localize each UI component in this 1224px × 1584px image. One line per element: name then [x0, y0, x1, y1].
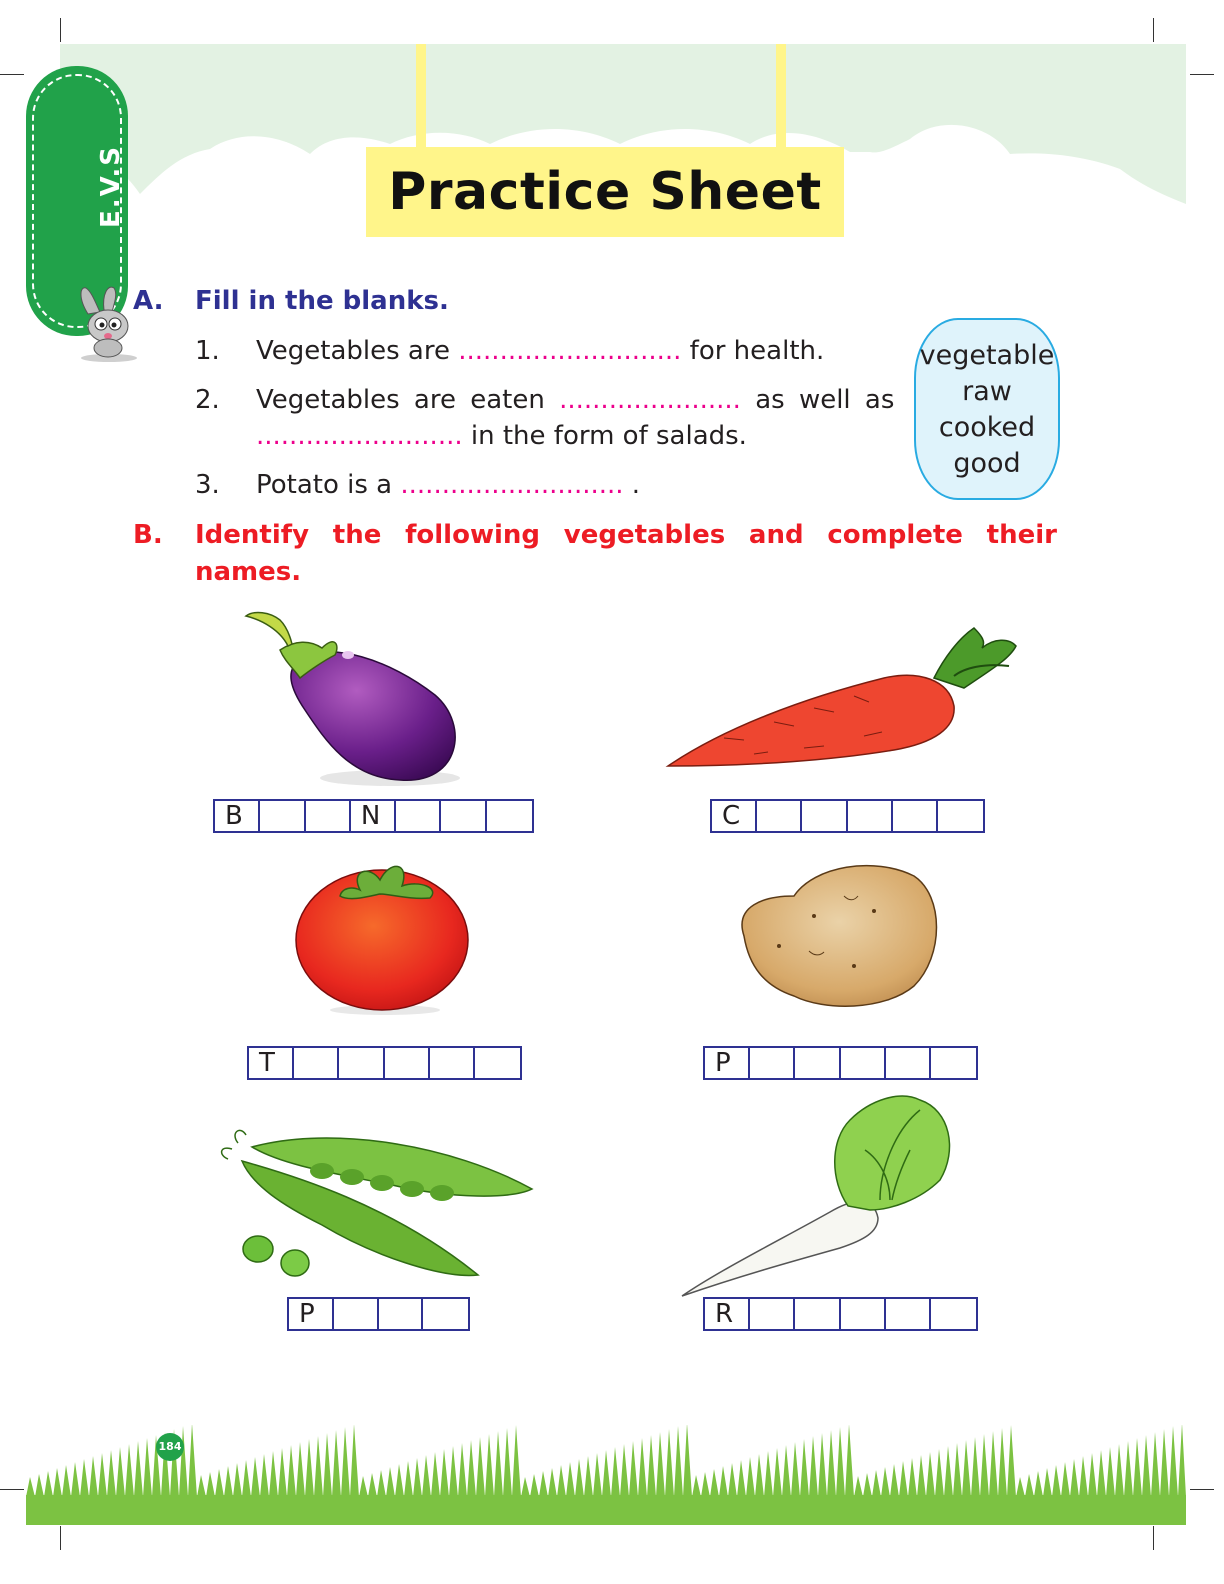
letter-cell[interactable] [294, 1048, 339, 1078]
radish-image [680, 1090, 960, 1300]
question-number: 2. [195, 385, 220, 415]
subject-tab-label: E.V.S [96, 144, 126, 228]
answer-boxes-brinjal [213, 799, 534, 833]
letter-cell[interactable] [841, 1299, 886, 1329]
section-b-heading: Identify the following vegetables and complete their [195, 520, 1057, 550]
letter-cell[interactable] [441, 801, 486, 831]
letter-cell[interactable]: P [705, 1048, 750, 1078]
letter-cell[interactable] [893, 801, 938, 831]
sign-hanger-right [776, 44, 786, 150]
potato-image [724, 856, 944, 1014]
letter-cell[interactable] [886, 1299, 931, 1329]
crop-mark [0, 74, 24, 75]
letter-cell[interactable]: R [705, 1299, 750, 1329]
sign-hanger-left [416, 44, 426, 150]
letter-cell[interactable] [802, 801, 847, 831]
letter-cell[interactable] [750, 1048, 795, 1078]
letter-cell[interactable] [848, 801, 893, 831]
letter-cell[interactable] [938, 801, 983, 831]
question-text: Vegetables are [256, 336, 459, 366]
question-text: in the form of salads. [462, 421, 747, 451]
letter-cell[interactable] [757, 801, 802, 831]
letter-cell[interactable] [339, 1048, 384, 1078]
section-a-letter: A. [133, 286, 164, 316]
letter-cell[interactable] [385, 1048, 430, 1078]
question-text: . [623, 470, 641, 500]
letter-cell[interactable] [430, 1048, 475, 1078]
letter-cell[interactable]: B [215, 801, 260, 831]
question-text: as well as [740, 385, 895, 415]
letter-cell[interactable] [334, 1299, 379, 1329]
letter-cell[interactable] [306, 801, 351, 831]
section-b-letter: B. [133, 520, 163, 550]
answer-blank[interactable]: ........................... [400, 470, 624, 500]
question-2-line-2 [256, 421, 747, 451]
question-text: Vegetables are eaten [256, 385, 560, 415]
letter-cell[interactable] [475, 1048, 520, 1078]
letter-cell[interactable] [487, 801, 532, 831]
letter-cell[interactable] [841, 1048, 886, 1078]
brinjal-image [240, 600, 470, 790]
letter-cell[interactable] [423, 1299, 468, 1329]
question-text: for health. [681, 336, 825, 366]
question-1-line [256, 336, 824, 366]
answer-boxes-tomato [247, 1046, 522, 1080]
letter-cell[interactable] [931, 1299, 976, 1329]
answer-boxes-carrot [710, 799, 985, 833]
word-bank-item: good [953, 448, 1021, 479]
letter-cell[interactable] [886, 1048, 931, 1078]
section-a-heading: Fill in the blanks. [195, 286, 449, 316]
crop-mark [60, 1526, 61, 1550]
answer-boxes-radish [703, 1297, 978, 1331]
letter-cell[interactable] [931, 1048, 976, 1078]
letter-cell[interactable]: C [712, 801, 757, 831]
letter-cell[interactable]: T [249, 1048, 294, 1078]
question-2-line-1 [256, 385, 894, 415]
question-3-line [256, 470, 640, 500]
crop-mark [1153, 18, 1154, 42]
question-text: Potato is a [256, 470, 401, 500]
answer-boxes-peas [287, 1297, 470, 1331]
crop-mark [1190, 1489, 1214, 1490]
question-number: 1. [195, 336, 220, 366]
carrot-image [664, 618, 1024, 776]
word-bank [914, 318, 1060, 500]
letter-cell[interactable]: P [289, 1299, 334, 1329]
letter-cell[interactable] [795, 1299, 840, 1329]
crop-mark [0, 1489, 24, 1490]
title-board [366, 147, 844, 237]
section-b-heading-cont: names. [195, 557, 302, 587]
answer-blank[interactable]: ...................... [559, 385, 741, 415]
peas-image [212, 1115, 537, 1285]
crop-mark [60, 18, 61, 42]
answer-blank[interactable]: ......................... [256, 421, 463, 451]
grass-footer [26, 1425, 1186, 1525]
answer-blank[interactable]: ........................... [458, 336, 682, 366]
letter-cell[interactable]: N [351, 801, 396, 831]
letter-cell[interactable] [750, 1299, 795, 1329]
word-bank-item: vegetable [919, 340, 1055, 371]
answer-boxes-potato [703, 1046, 978, 1080]
tomato-image [290, 850, 475, 1018]
crop-mark [1153, 1526, 1154, 1550]
letter-cell[interactable] [396, 801, 441, 831]
letter-cell[interactable] [379, 1299, 424, 1329]
letter-cell[interactable] [795, 1048, 840, 1078]
crop-mark [1190, 74, 1214, 75]
page-title: Practice Sheet [388, 162, 822, 222]
letter-cell[interactable] [260, 801, 305, 831]
page-number: 184 [156, 1433, 184, 1461]
word-bank-item: cooked [938, 412, 1036, 443]
question-number: 3. [195, 470, 220, 500]
word-bank-item: raw [962, 376, 1012, 407]
